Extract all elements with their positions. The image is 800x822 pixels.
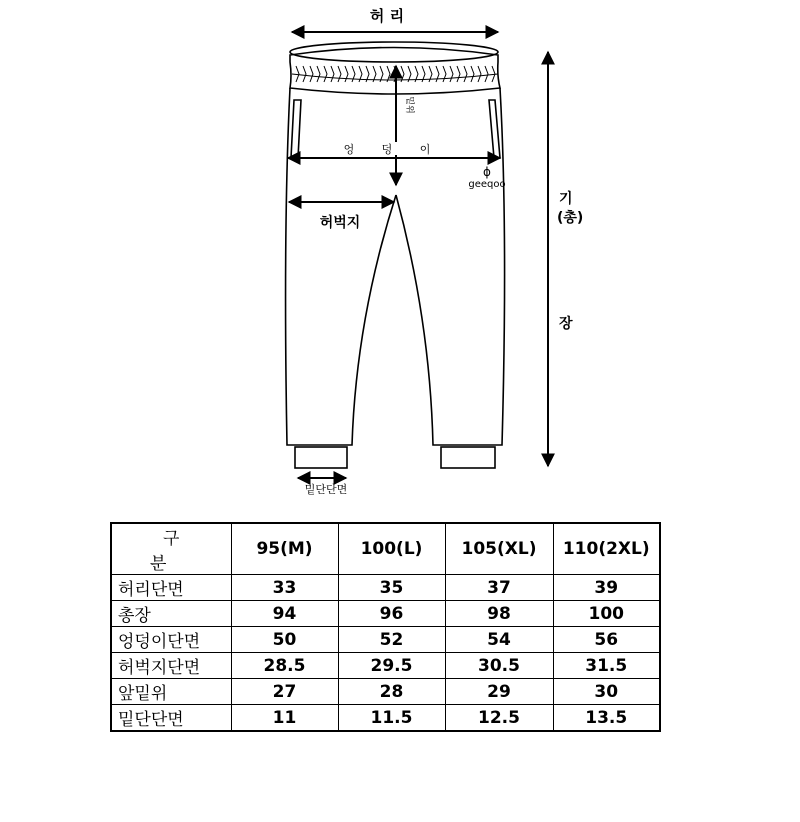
waistband-top <box>290 42 498 62</box>
header-size-2xl: 110(2XL) <box>553 523 660 575</box>
hip-label: 엉 덩 이 <box>343 143 443 156</box>
table-cell: 96 <box>338 601 445 627</box>
table-cell: 11 <box>231 705 338 732</box>
header-size-xl: 105(XL) <box>445 523 553 575</box>
row-label: 밑단단면 <box>111 705 231 732</box>
waistband-rib <box>436 66 439 82</box>
row-label: 허벅지단면 <box>111 653 231 679</box>
table-cell: 50 <box>231 627 338 653</box>
waistband-rib <box>317 66 320 82</box>
length-label-3: 장 <box>559 316 573 332</box>
table-cell: 31.5 <box>553 653 660 679</box>
length-label-2: (총) <box>557 210 584 226</box>
table-cell: 35 <box>338 575 445 601</box>
table-cell: 33 <box>231 575 338 601</box>
row-label: 총장 <box>111 601 231 627</box>
table-cell: 30.5 <box>445 653 553 679</box>
table-body <box>111 575 660 732</box>
table-cell: 54 <box>445 627 553 653</box>
waistband-rib <box>485 66 488 82</box>
waistband-rib <box>331 66 334 82</box>
row-label: 엉덩이단면 <box>111 627 231 653</box>
size-table <box>110 522 661 732</box>
waistband-rib <box>345 66 348 82</box>
thigh-label: 허벅지 <box>319 215 361 231</box>
right-pocket <box>489 100 500 158</box>
waistband-rib <box>338 66 341 82</box>
table-cell: 11.5 <box>338 705 445 732</box>
table-cell: 13.5 <box>553 705 660 732</box>
waistband-rib <box>352 66 355 82</box>
left-pocket <box>291 100 301 158</box>
table-cell: 94 <box>231 601 338 627</box>
table-cell: 28 <box>338 679 445 705</box>
header-category: 구 분 <box>111 523 231 575</box>
table-row <box>111 575 660 601</box>
table-header-row <box>111 523 660 575</box>
table-cell: 30 <box>553 679 660 705</box>
table-cell: 98 <box>445 601 553 627</box>
table-row <box>111 653 660 679</box>
row-label: 허리단면 <box>111 575 231 601</box>
table-cell: 52 <box>338 627 445 653</box>
table-cell: 28.5 <box>231 653 338 679</box>
length-label-1: 기 <box>559 191 573 207</box>
row-label: 앞밑위 <box>111 679 231 705</box>
right-cuff <box>441 447 495 468</box>
table-cell: 100 <box>553 601 660 627</box>
left-cuff <box>295 447 347 468</box>
waistband-rib <box>471 66 474 82</box>
table-cell: 37 <box>445 575 553 601</box>
waistband-rib <box>324 66 327 82</box>
brand-logo: geeqoo <box>468 179 506 190</box>
waistband-rib <box>310 66 313 82</box>
waistband-rib <box>478 66 481 82</box>
header-size-l: 100(L) <box>338 523 445 575</box>
waistband-rib <box>457 66 460 82</box>
table-cell: 56 <box>553 627 660 653</box>
hem-label: 밑단단면 <box>304 483 348 496</box>
waistband-rib <box>443 66 446 82</box>
table-cell: 27 <box>231 679 338 705</box>
table-cell: 12.5 <box>445 705 553 732</box>
table-row <box>111 679 660 705</box>
waistband-rib <box>303 66 306 82</box>
table-row <box>111 601 660 627</box>
waistband-rib <box>450 66 453 82</box>
table-cell: 29 <box>445 679 553 705</box>
left-leg <box>286 88 396 445</box>
waistband-rib <box>464 66 467 82</box>
table-row <box>111 627 660 653</box>
waistband-rib <box>296 66 299 82</box>
header-size-m: 95(M) <box>231 523 338 575</box>
waist-label: 허 리 <box>369 7 405 25</box>
table-cell: 29.5 <box>338 653 445 679</box>
right-leg <box>396 88 505 445</box>
brand-symbol: ɸ <box>483 165 491 179</box>
rise-label: 밑위 <box>404 96 414 114</box>
table-cell: 39 <box>553 575 660 601</box>
table-row <box>111 705 660 732</box>
